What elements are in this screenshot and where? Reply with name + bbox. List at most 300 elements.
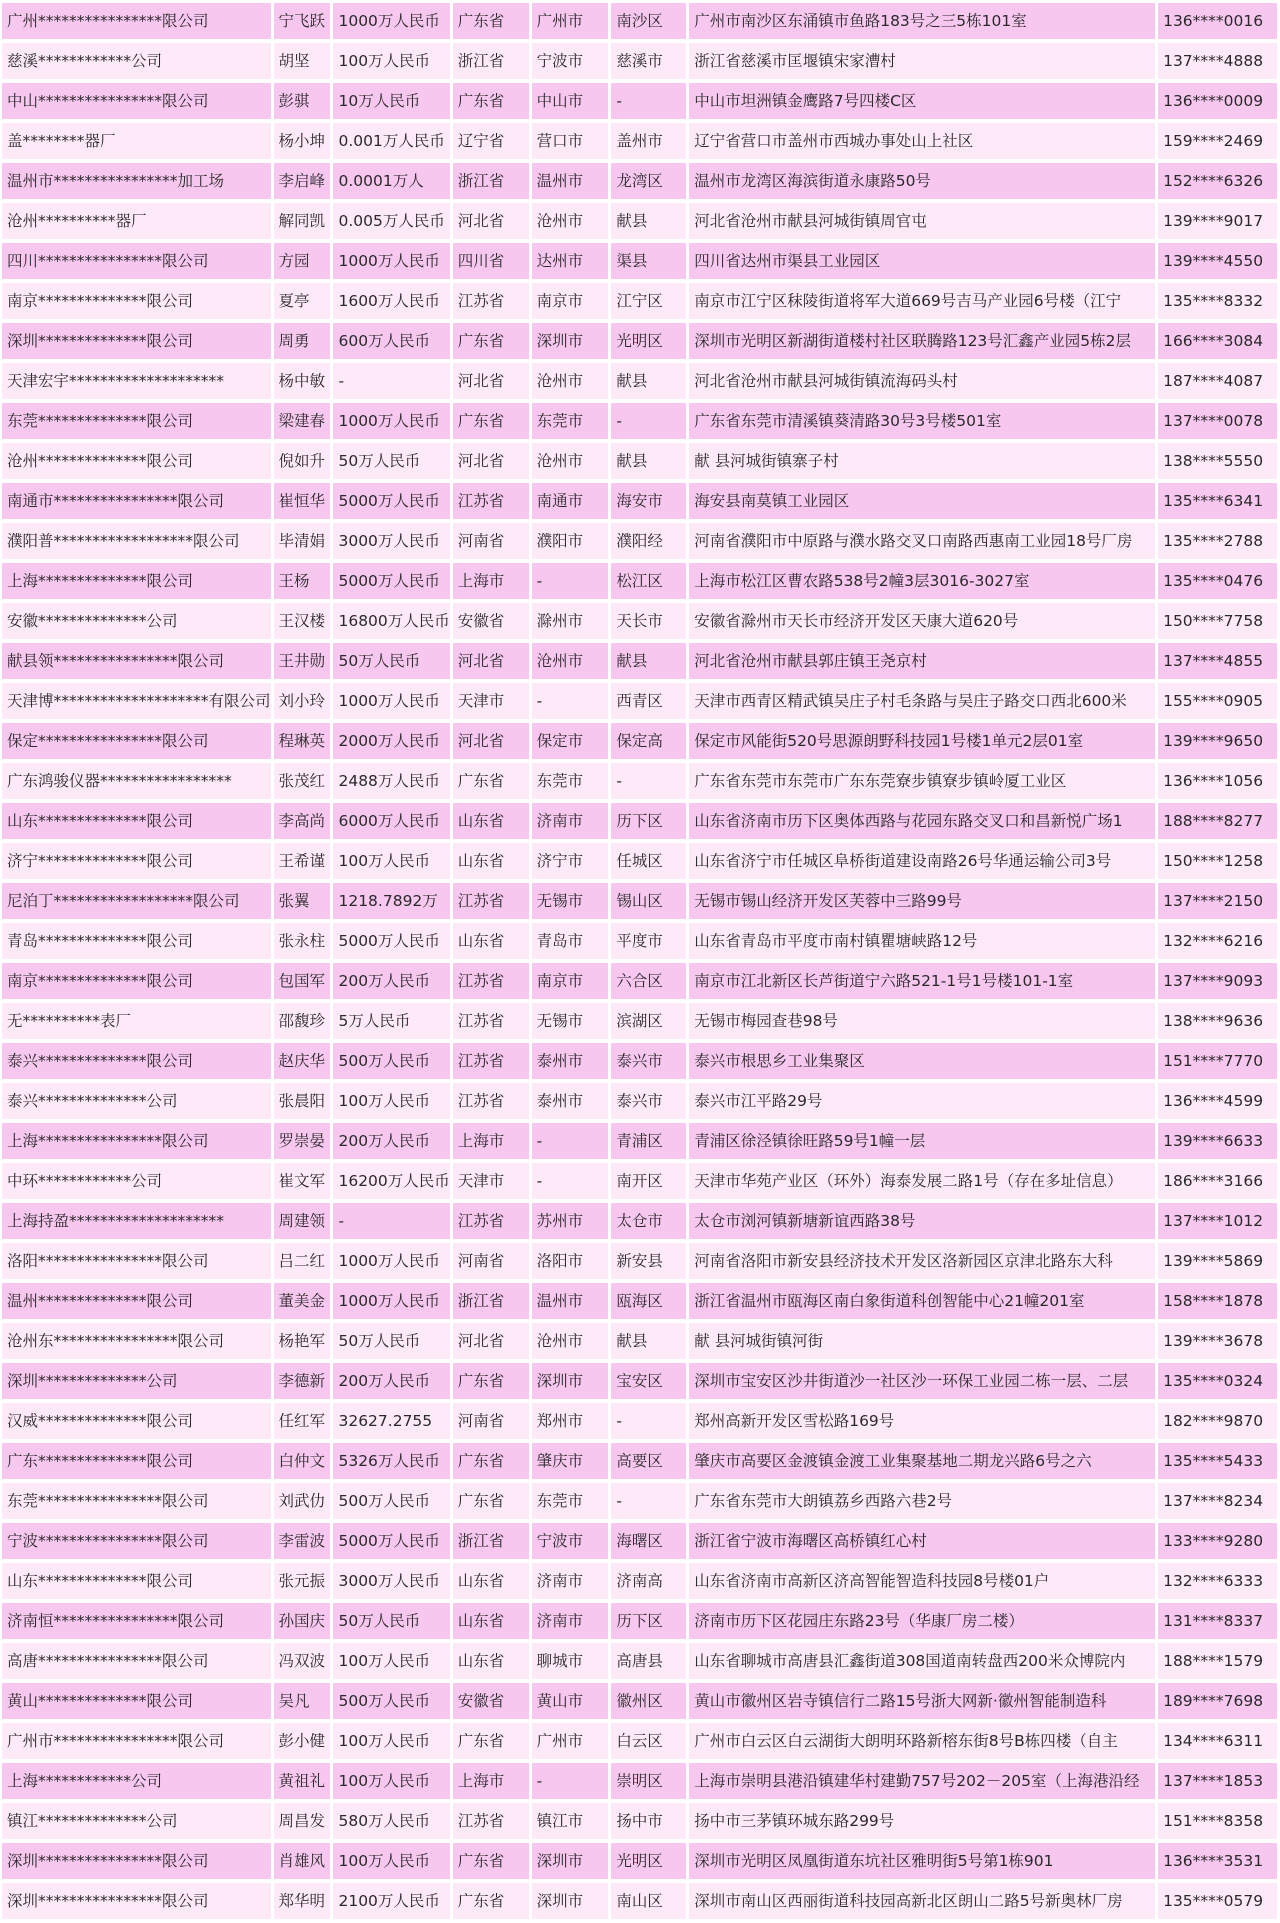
legal-person-cell: 王汉楼 [274,603,331,639]
province-cell: 辽宁省 [453,123,529,159]
registered-capital-cell: 500万人民币 [333,1043,449,1079]
registered-capital-cell: 6000万人民币 [333,803,449,839]
table-row [2,443,1277,479]
province-cell: 山东省 [453,1563,529,1599]
city-cell: 沧州市 [532,443,609,479]
province-cell: 山东省 [453,843,529,879]
district-cell: 宝安区 [611,1363,686,1399]
phone-cell: 137****4888 [1158,43,1277,79]
legal-person-cell: 梁建春 [274,403,331,439]
table-row [2,1883,1277,1919]
district-cell: 献县 [611,363,686,399]
province-cell: 广东省 [453,1883,529,1919]
province-cell: 广东省 [453,403,529,439]
legal-person-cell: 胡坚 [274,43,331,79]
registered-capital-cell: 5000万人民币 [333,923,449,959]
phone-cell: 137****8234 [1158,1483,1277,1519]
district-cell: 江宁区 [611,283,686,319]
phone-cell: 135****0324 [1158,1363,1277,1399]
registered-capital-cell: 50万人民币 [333,443,449,479]
province-cell: 山东省 [453,803,529,839]
city-cell: - [532,563,609,599]
city-cell: 东莞市 [532,763,609,799]
city-cell: 镇江市 [532,1803,609,1839]
table-row [2,923,1277,959]
district-cell: 平度市 [611,923,686,959]
province-cell: 安徽省 [453,1683,529,1719]
registered-capital-cell: 3000万人民币 [333,1563,449,1599]
phone-cell: 136****0009 [1158,83,1277,119]
phone-cell: 159****2469 [1158,123,1277,159]
district-cell: 光明区 [611,323,686,359]
city-cell: 泰州市 [532,1043,609,1079]
city-cell: 广州市 [532,3,609,39]
city-cell: 温州市 [532,1283,609,1319]
province-cell: 上海市 [453,1763,529,1799]
company-name-cell: 东莞****************限公司 [2,1483,271,1519]
registered-capital-cell: - [333,363,449,399]
province-cell: 浙江省 [453,1523,529,1559]
company-name-cell: 献县领****************限公司 [2,643,271,679]
company-name-cell: 无**********表厂 [2,1003,271,1039]
address-cell: 山东省青岛市平度市南村镇瞿塘峡路12号 [689,923,1155,959]
city-cell: 济宁市 [532,843,609,879]
province-cell: 广东省 [453,323,529,359]
address-cell: 山东省济南市历下区奥体西路与花园东路交叉口和昌新悦广场1 [689,803,1155,839]
company-name-cell: 沧州东****************限公司 [2,1323,271,1359]
district-cell: 盖州市 [611,123,686,159]
company-name-cell: 沧州**********器厂 [2,203,271,239]
phone-cell: 188****1579 [1158,1643,1277,1679]
district-cell: 保定高 [611,723,686,759]
district-cell: 泰兴市 [611,1043,686,1079]
phone-cell: 139****4550 [1158,243,1277,279]
district-cell: 历下区 [611,1603,686,1639]
registered-capital-cell: 3000万人民币 [333,523,449,559]
table-row [2,403,1277,439]
city-cell: 东莞市 [532,403,609,439]
city-cell: 聊城市 [532,1643,609,1679]
table-row [2,883,1277,919]
registered-capital-cell: 0.0001万人 [333,163,449,199]
city-cell: - [532,1763,609,1799]
address-cell: 上海市松江区曹农路538号2幢3层3016-3027室 [689,563,1155,599]
address-cell: 献 县河城街镇河街 [689,1323,1155,1359]
phone-cell: 152****6326 [1158,163,1277,199]
company-name-cell: 上海持盈******************** [2,1203,271,1239]
table-row [2,363,1277,399]
district-cell: 慈溪市 [611,43,686,79]
city-cell: 滁州市 [532,603,609,639]
registered-capital-cell: 2488万人民币 [333,763,449,799]
city-cell: 无锡市 [532,883,609,919]
legal-person-cell: 杨中敏 [274,363,331,399]
district-cell: - [611,763,686,799]
city-cell: 苏州市 [532,1203,609,1239]
province-cell: 天津市 [453,1163,529,1199]
province-cell: 四川省 [453,243,529,279]
city-cell: - [532,1123,609,1159]
company-name-cell: 慈溪************公司 [2,43,271,79]
company-name-cell: 镇江**************公司 [2,1803,271,1839]
city-cell: 沧州市 [532,363,609,399]
table-row [2,1763,1277,1799]
phone-cell: 166****3084 [1158,323,1277,359]
table-row [2,1523,1277,1559]
address-cell: 太仓市浏河镇新塘新谊西路38号 [689,1203,1155,1239]
company-name-cell: 山东**************限公司 [2,1563,271,1599]
legal-person-cell: 任红军 [274,1403,331,1439]
legal-person-cell: 白仲文 [274,1443,331,1479]
city-cell: 达州市 [532,243,609,279]
city-cell: 泰州市 [532,1083,609,1119]
phone-cell: 158****1878 [1158,1283,1277,1319]
province-cell: 上海市 [453,563,529,599]
district-cell: 献县 [611,203,686,239]
phone-cell: 188****8277 [1158,803,1277,839]
legal-person-cell: 刘小玲 [274,683,331,719]
legal-person-cell: 彭小健 [274,1723,331,1759]
district-cell: 白云区 [611,1723,686,1759]
province-cell: 山东省 [453,1603,529,1639]
company-name-cell: 深圳**************公司 [2,1363,271,1399]
address-cell: 青浦区徐泾镇徐旺路59号1幢一层 [689,1123,1155,1159]
legal-person-cell: 毕清娟 [274,523,331,559]
city-cell: 黄山市 [532,1683,609,1719]
company-name-cell: 广州市****************限公司 [2,1723,271,1759]
company-name-cell: 上海**************限公司 [2,563,271,599]
phone-cell: 189****7698 [1158,1683,1277,1719]
district-cell: 徽州区 [611,1683,686,1719]
phone-cell: 139****9017 [1158,203,1277,239]
province-cell: 河南省 [453,1403,529,1439]
legal-person-cell: 罗崇晏 [274,1123,331,1159]
company-name-cell: 盖********器厂 [2,123,271,159]
address-cell: 广东省东莞市大朗镇荔乡西路六巷2号 [689,1483,1155,1519]
address-cell: 河北省沧州市献县河城街镇流海码头村 [689,363,1155,399]
phone-cell: 137****0078 [1158,403,1277,439]
phone-cell: 137****4855 [1158,643,1277,679]
phone-cell: 133****9280 [1158,1523,1277,1559]
company-name-cell: 深圳****************限公司 [2,1843,271,1879]
address-cell: 四川省达州市渠县工业园区 [689,243,1155,279]
address-cell: 河南省洛阳市新安县经济技术开发区洛新园区京津北路东大科 [689,1243,1155,1279]
legal-person-cell: 张茂红 [274,763,331,799]
phone-cell: 136****4599 [1158,1083,1277,1119]
table-row [2,283,1277,319]
legal-person-cell: 吴凡 [274,1683,331,1719]
registered-capital-cell: 1000万人民币 [333,403,449,439]
table-row [2,1043,1277,1079]
table-row [2,1163,1277,1199]
address-cell: 保定市风能街520号思源朗野科技园1号楼1单元2层01室 [689,723,1155,759]
company-name-cell: 濮阳普******************限公司 [2,523,271,559]
registered-capital-cell: 1600万人民币 [333,283,449,319]
phone-cell: 135****0476 [1158,563,1277,599]
company-name-cell: 宁波****************限公司 [2,1523,271,1559]
table-row [2,763,1277,799]
address-cell: 深圳市宝安区沙井街道沙一社区沙一环保工业园二栋一层、二层 [689,1363,1155,1399]
table-row [2,123,1277,159]
company-name-cell: 保定****************限公司 [2,723,271,759]
district-cell: 濮阳经 [611,523,686,559]
legal-person-cell: 冯双波 [274,1643,331,1679]
company-name-cell: 洛阳****************限公司 [2,1243,271,1279]
table-row [2,1683,1277,1719]
phone-cell: 135****2788 [1158,523,1277,559]
province-cell: 广东省 [453,1843,529,1879]
company-name-cell: 南京**************限公司 [2,963,271,999]
company-name-cell: 四川****************限公司 [2,243,271,279]
registered-capital-cell: 100万人民币 [333,43,449,79]
city-cell: 济南市 [532,1603,609,1639]
province-cell: 河南省 [453,523,529,559]
city-cell: 南通市 [532,483,609,519]
address-cell: 深圳市光明区凤凰街道东坑社区雅明街5号第1栋901 [689,1843,1155,1879]
legal-person-cell: 邵馥珍 [274,1003,331,1039]
city-cell: - [532,683,609,719]
province-cell: 广东省 [453,1483,529,1519]
address-cell: 辽宁省营口市盖州市西城办事处山上社区 [689,123,1155,159]
address-cell: 温州市龙湾区海滨街道永康路50号 [689,163,1155,199]
city-cell: 宁波市 [532,43,609,79]
address-cell: 泰兴市根思乡工业集聚区 [689,1043,1155,1079]
registered-capital-cell: 1000万人民币 [333,1243,449,1279]
legal-person-cell: 刘武仂 [274,1483,331,1519]
address-cell: 山东省聊城市高唐县汇鑫街道308国道南转盘西200米众博院内 [689,1643,1155,1679]
legal-person-cell: 杨艳军 [274,1323,331,1359]
company-name-cell: 温州市****************加工场 [2,163,271,199]
legal-person-cell: 周昌发 [274,1803,331,1839]
table-row [2,1563,1277,1599]
registered-capital-cell: 100万人民币 [333,1083,449,1119]
table-row [2,43,1277,79]
phone-cell: 137****9093 [1158,963,1277,999]
table-row [2,603,1277,639]
city-cell: 营口市 [532,123,609,159]
registered-capital-cell: 500万人民币 [333,1683,449,1719]
province-cell: 广东省 [453,763,529,799]
legal-person-cell: 李雷波 [274,1523,331,1559]
registered-capital-cell: 0.005万人民币 [333,203,449,239]
legal-person-cell: 赵庆华 [274,1043,331,1079]
district-cell: 献县 [611,1323,686,1359]
company-name-cell: 温州**************限公司 [2,1283,271,1319]
phone-cell: 139****6633 [1158,1123,1277,1159]
district-cell: 济南高 [611,1563,686,1599]
district-cell: 南开区 [611,1163,686,1199]
table-row [2,1443,1277,1479]
phone-cell: 139****3678 [1158,1323,1277,1359]
company-name-cell: 中山****************限公司 [2,83,271,119]
table-row [2,1283,1277,1319]
table-row [2,1363,1277,1399]
registered-capital-cell: 1218.7892万 [333,883,449,919]
registered-capital-cell: 2100万人民币 [333,1883,449,1919]
company-name-cell: 泰兴**************限公司 [2,1043,271,1079]
registered-capital-cell: 0.001万人民币 [333,123,449,159]
company-name-cell: 高唐****************限公司 [2,1643,271,1679]
table-row [2,1323,1277,1359]
company-name-cell: 中环************公司 [2,1163,271,1199]
phone-cell: 137****1012 [1158,1203,1277,1239]
district-cell: 新安县 [611,1243,686,1279]
address-cell: 献 县河城街镇寨子村 [689,443,1155,479]
table-row [2,1723,1277,1759]
address-cell: 山东省济宁市任城区阜桥街道建设南路26号华通运输公司3号 [689,843,1155,879]
phone-cell: 151****8358 [1158,1803,1277,1839]
registered-capital-cell: 200万人民币 [333,1123,449,1159]
address-cell: 广州市白云区白云湖街大朗明环路新榕东街8号B栋四楼（自主 [689,1723,1155,1759]
city-cell: 濮阳市 [532,523,609,559]
phone-cell: 155****0905 [1158,683,1277,719]
address-cell: 广东省东莞市东莞市广东东莞寮步镇寮步镇岭厦工业区 [689,763,1155,799]
company-name-cell: 济宁**************限公司 [2,843,271,879]
phone-cell: 137****1853 [1158,1763,1277,1799]
province-cell: 江苏省 [453,883,529,919]
legal-person-cell: 李高尚 [274,803,331,839]
registered-capital-cell: 100万人民币 [333,1843,449,1879]
registered-capital-cell: - [333,1203,449,1239]
registered-capital-cell: 600万人民币 [333,323,449,359]
district-cell: 滨湖区 [611,1003,686,1039]
table-row [2,1003,1277,1039]
district-cell: 龙湾区 [611,163,686,199]
district-cell: 任城区 [611,843,686,879]
province-cell: 山东省 [453,923,529,959]
legal-person-cell: 黄祖礼 [274,1763,331,1799]
company-table-body [2,3,1277,1919]
table-row [2,1843,1277,1879]
company-name-cell: 深圳**************限公司 [2,323,271,359]
phone-cell: 150****1258 [1158,843,1277,879]
legal-person-cell: 彭骐 [274,83,331,119]
registered-capital-cell: 5000万人民币 [333,483,449,519]
company-name-cell: 深圳****************限公司 [2,1883,271,1919]
province-cell: 江苏省 [453,1043,529,1079]
address-cell: 深圳市南山区西丽街道科技园高新北区朗山二路5号新奥林厂房 [689,1883,1155,1919]
phone-cell: 134****6311 [1158,1723,1277,1759]
legal-person-cell: 倪如升 [274,443,331,479]
company-name-cell: 上海****************限公司 [2,1123,271,1159]
city-cell: 广州市 [532,1723,609,1759]
city-cell: 青岛市 [532,923,609,959]
address-cell: 河南省濮阳市中原路与濮水路交叉口南路西惠南工业园18号厂房 [689,523,1155,559]
city-cell: 肇庆市 [532,1443,609,1479]
table-row [2,203,1277,239]
registered-capital-cell: 50万人民币 [333,1603,449,1639]
registered-capital-cell: 2000万人民币 [333,723,449,759]
legal-person-cell: 解同凯 [274,203,331,239]
address-cell: 浙江省宁波市海曙区高桥镇红心村 [689,1523,1155,1559]
company-name-cell: 天津博********************有限公司 [2,683,271,719]
legal-person-cell: 郑华明 [274,1883,331,1919]
province-cell: 江苏省 [453,963,529,999]
company-name-cell: 广东鸿骏仪器***************** [2,763,271,799]
district-cell: 六合区 [611,963,686,999]
legal-person-cell: 董美金 [274,1283,331,1319]
province-cell: 安徽省 [453,603,529,639]
district-cell: 松江区 [611,563,686,599]
legal-person-cell: 崔恒华 [274,483,331,519]
table-row [2,803,1277,839]
district-cell: 天长市 [611,603,686,639]
registered-capital-cell: 16800万人民币 [333,603,449,639]
district-cell: 崇明区 [611,1763,686,1799]
legal-person-cell: 张元振 [274,1563,331,1599]
legal-person-cell: 王希谨 [274,843,331,879]
table-row [2,683,1277,719]
province-cell: 天津市 [453,683,529,719]
district-cell: - [611,403,686,439]
company-name-cell: 上海************公司 [2,1763,271,1799]
legal-person-cell: 宁飞跃 [274,3,331,39]
address-cell: 南京市江宁区秣陵街道将军大道669号吉马产业园6号楼（江宁 [689,283,1155,319]
registered-capital-cell: 100万人民币 [333,843,449,879]
province-cell: 广东省 [453,1363,529,1399]
table-row [2,1803,1277,1839]
company-name-cell: 黄山**************限公司 [2,1683,271,1719]
address-cell: 广州市南沙区东涌镇市鱼路183号之三5栋101室 [689,3,1155,39]
city-cell: 深圳市 [532,1883,609,1919]
registered-capital-cell: 580万人民币 [333,1803,449,1839]
district-cell: 高要区 [611,1443,686,1479]
table-row [2,723,1277,759]
legal-person-cell: 张晨阳 [274,1083,331,1119]
table-row [2,323,1277,359]
table-row [2,1643,1277,1679]
legal-person-cell: 张永柱 [274,923,331,959]
table-row [2,483,1277,519]
city-cell: - [532,1163,609,1199]
registered-capital-cell: 16200万人民币 [333,1163,449,1199]
table-row [2,1083,1277,1119]
district-cell: - [611,83,686,119]
table-row [2,1603,1277,1639]
address-cell: 河北省沧州市献县郭庄镇王尧京村 [689,643,1155,679]
phone-cell: 138****5550 [1158,443,1277,479]
district-cell: 献县 [611,443,686,479]
legal-person-cell: 肖雄风 [274,1843,331,1879]
city-cell: 中山市 [532,83,609,119]
registered-capital-cell: 1000万人民币 [333,1283,449,1319]
legal-person-cell: 包国军 [274,963,331,999]
province-cell: 上海市 [453,1123,529,1159]
address-cell: 深圳市光明区新湖街道楼村社区联腾路123号汇鑫产业园5栋2层 [689,323,1155,359]
phone-cell: 139****5869 [1158,1243,1277,1279]
city-cell: 保定市 [532,723,609,759]
legal-person-cell: 崔文军 [274,1163,331,1199]
address-cell: 山东省济南市高新区济高智能智造科技园8号楼01户 [689,1563,1155,1599]
district-cell: 南沙区 [611,3,686,39]
legal-person-cell: 孙国庆 [274,1603,331,1639]
company-name-cell: 泰兴**************公司 [2,1083,271,1119]
city-cell: 深圳市 [532,1843,609,1879]
province-cell: 广东省 [453,3,529,39]
province-cell: 江苏省 [453,1203,529,1239]
phone-cell: 150****7758 [1158,603,1277,639]
province-cell: 广东省 [453,1443,529,1479]
province-cell: 河北省 [453,203,529,239]
province-cell: 广东省 [453,1723,529,1759]
district-cell: 瓯海区 [611,1283,686,1319]
company-name-cell: 沧州**************限公司 [2,443,271,479]
table-row [2,643,1277,679]
city-cell: 郑州市 [532,1403,609,1439]
registered-capital-cell: 5326万人民币 [333,1443,449,1479]
phone-cell: 136****0016 [1158,3,1277,39]
province-cell: 广东省 [453,83,529,119]
